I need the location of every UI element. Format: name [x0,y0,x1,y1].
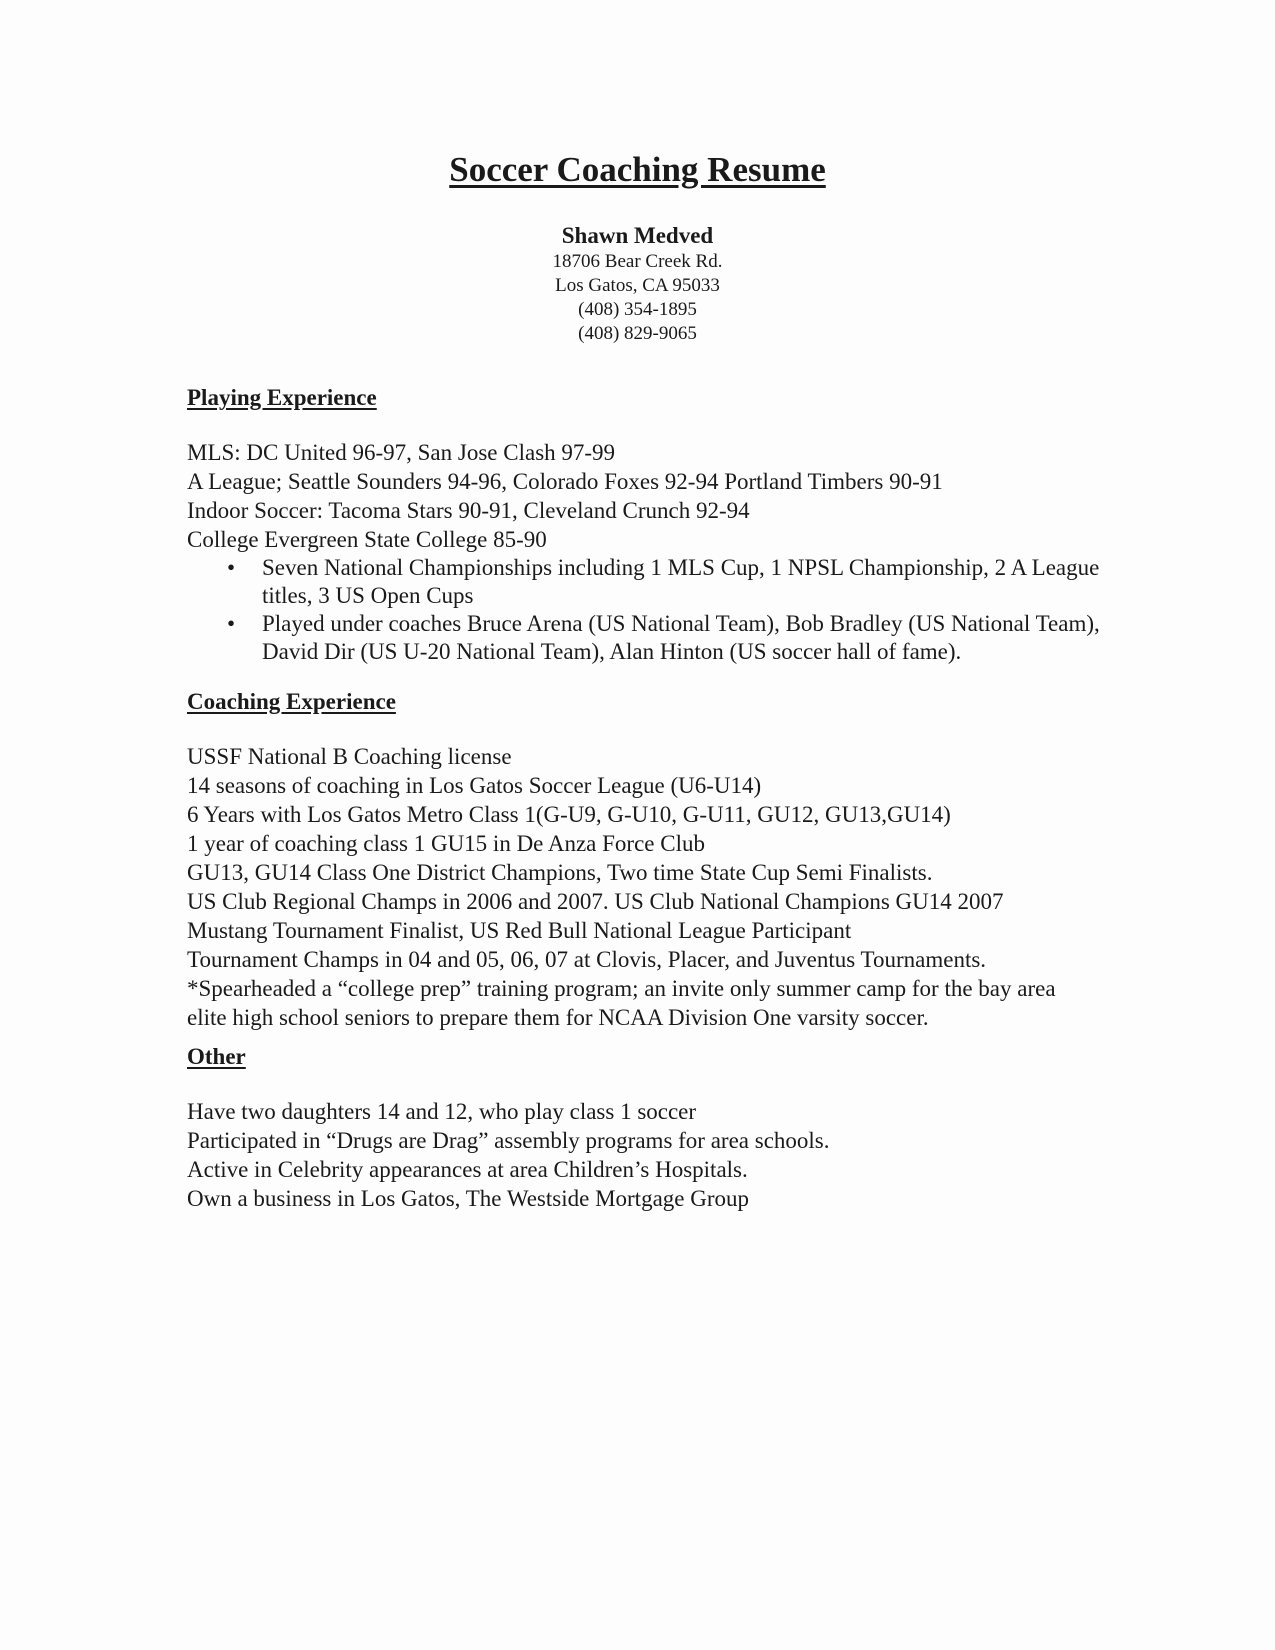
playing-bullet-item [187,554,1122,610]
phone-1: (408) 354-1895 [578,299,697,320]
coaching-line: *Spearheaded a “college prep” training program; an invite only summer camp for the bay area [187,976,1056,1001]
playing-bullet-list [187,554,1147,666]
coaching-line: 14 seasons of coaching in Los Gatos Soccer League (U6-U14) [187,773,762,798]
other-line: Own a business in Los Gatos, The Westside Mortgage Group [187,1186,750,1211]
coaching-line: elite high school seniors to prepare them for NCAA Division One varsity soccer. [187,1005,929,1030]
playing-bullet-item [187,610,1122,666]
playing-experience-lines [187,438,1147,666]
coaching-line: Tournament Champs in 04 and 05, 06, 07 at Clovis, Placer, and Juventus Tournaments. [187,947,987,972]
playing-bullet-text: Seven National Championships including 1 MLS Cup, 1 NPSL Championship, 2 A League titles, 3 US Open Cups [262,555,1100,608]
coaching-experience-lines [187,742,1147,1032]
bullet-icon: • [227,611,236,636]
playing-bullet-text: Played under coaches Bruce Arena (US National Team), Bob Bradley (US National Team), David Dir (US U-20 National Team), Alan Hinton (US soccer hall of fame). [262,611,1100,664]
playing-line: MLS: DC United 96-97, San Jose Clash 97-99 [187,440,616,465]
coaching-line: Mustang Tournament Finalist, US Red Bull National League Participant [187,918,852,943]
other-heading: Other [187,1044,246,1069]
playing-line: A League; Seattle Sounders 94-96, Colorado Foxes 92-94 Portland Timbers 90-91 [187,469,943,494]
playing-experience-section [187,384,1147,666]
coaching-experience-heading: Coaching Experience [187,689,396,714]
other-lines [187,1097,1147,1213]
coaching-line: GU13, GU14 Class One District Champions, Two time State Cup Semi Finalists. [187,860,933,885]
other-line: Active in Celebrity appearances at area Children’s Hospitals. [187,1157,748,1182]
other-section [187,1043,1147,1213]
playing-line: College Evergreen State College 85-90 [187,527,547,552]
coaching-experience-section [187,688,1147,1032]
coaching-line: 1 year of coaching class 1 GU15 in De Anza Force Club [187,831,705,856]
other-line: Have two daughters 14 and 12, who play class 1 soccer [187,1099,697,1124]
playing-line: Indoor Soccer: Tacoma Stars 90-91, Cleveland Crunch 92-94 [187,498,750,523]
phone-2: (408) 829-9065 [578,323,697,344]
candidate-name: Shawn Medved [561,223,714,248]
coaching-line: USSF National B Coaching license [187,744,512,769]
playing-experience-heading: Playing Experience [187,385,377,410]
address-line-1: 18706 Bear Creek Rd. [552,251,723,272]
contact-block [0,222,1275,346]
other-line: Participated in “Drugs are Drag” assembly programs for area schools. [187,1128,830,1153]
coaching-line: 6 Years with Los Gatos Metro Class 1(G-U9, G-U10, G-U11, GU12, GU13,GU14) [187,802,951,827]
address-line-2: Los Gatos, CA 95033 [555,275,720,296]
bullet-icon: • [227,555,236,580]
coaching-line: US Club Regional Champs in 2006 and 2007. US Club National Champions GU14 2007 [187,889,1004,914]
resume-title: Soccer Coaching Resume [449,150,826,189]
